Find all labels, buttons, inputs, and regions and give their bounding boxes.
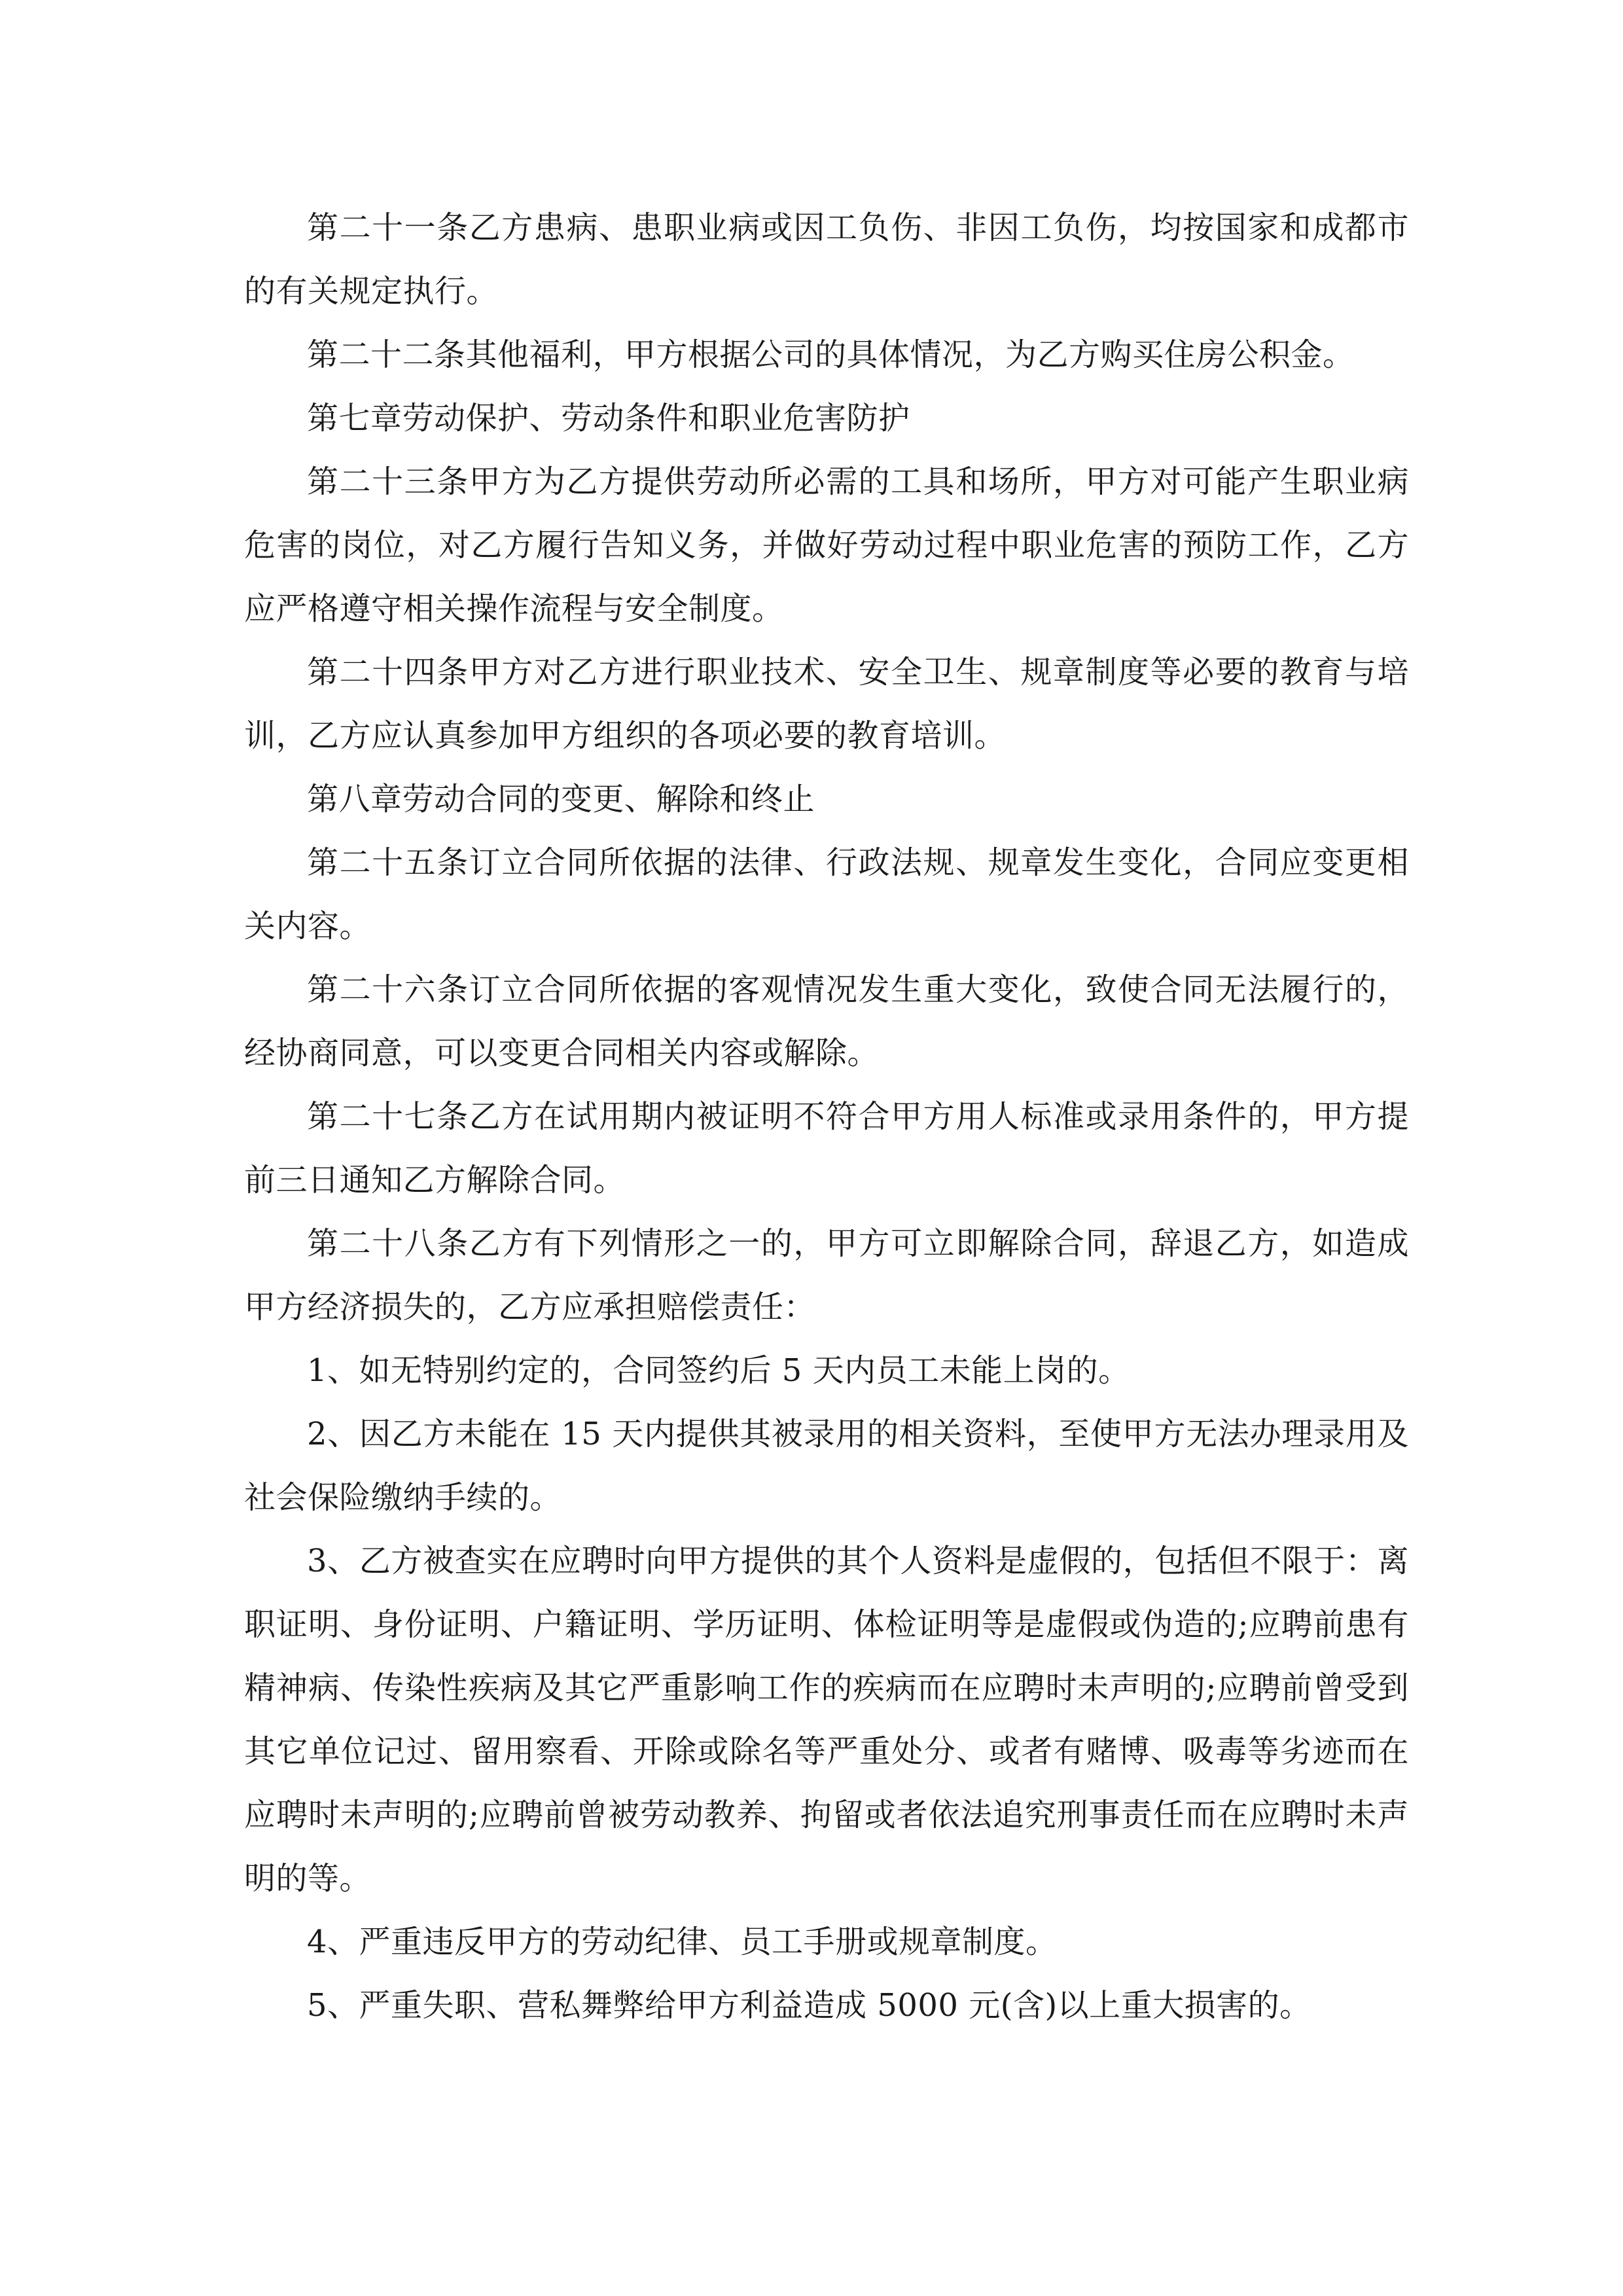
article-27: 第二十七条乙方在试用期内被证明不符合甲方用人标准或录用条件的，甲方提前三日通知乙方解除合同。 [244,1098,1409,1198]
chapter-8-heading: 第八章劳动合同的变更、解除和终止 [307,781,815,817]
article-22: 第二十二条其他福利，甲方根据公司的具体情况，为乙方购买住房公积金。 [307,336,1355,373]
article-24: 第二十四条甲方对乙方进行职业技术、安全卫生、规章制度等必要的教育与培训，乙方应认真参加甲方组织的各项必要的教育培训。 [244,654,1409,754]
article-28-item-1: 1、如无特别约定的，合同签约后 5 天内员工未能上岗的。 [307,1352,1130,1389]
article-21: 第二十一条乙方患病、患职业病或因工负伤、非因工负伤，均按国家和成都市的有关规定执行。 [244,209,1409,310]
article-23: 第二十三条甲方为乙方提供劳动所必需的工具和场所，甲方对可能产生职业病危害的岗位，对乙方履行告知义务，并做好劳动过程中职业危害的预防工作，乙方应严格遵守相关操作流程与安全制度。 [244,463,1409,627]
article-28-item-5: 5、严重失职、营私舞弊给甲方利益造成 5000 元(含)以上重大损害的。 [307,1987,1311,2024]
document-body [244,196,1409,2037]
article-26: 第二十六条订立合同所依据的客观情况发生重大变化，致使合同无法履行的，经协商同意，可以变更合同相关内容或解除。 [244,971,1409,1071]
article-28-item-4: 4、严重违反甲方的劳动纪律、员工手册或规章制度。 [307,1924,1058,1960]
article-28: 第二十八条乙方有下列情形之一的，甲方可立即解除合同，辞退乙方，如造成甲方经济损失的，乙方应承担赔偿责任： [244,1225,1409,1325]
article-25: 第二十五条订立合同所依据的法律、行政法规、规章发生变化，合同应变更相关内容。 [244,844,1409,944]
article-28-item-2: 2、因乙方未能在 15 天内提供其被录用的相关资料，至使甲方无法办理录用及社会保险缴纳手续的。 [244,1416,1409,1516]
chapter-7-heading: 第七章劳动保护、劳动条件和职业危害防护 [307,400,910,437]
article-28-item-3: 3、乙方被查实在应聘时向甲方提供的其个人资料是虚假的，包括但不限于：离职证明、身份证明、户籍证明、学历证明、体检证明等是虚假或伪造的;应聘前患有精神病、传染性疾病及其它严重影响工作的疾病而在应聘时未声明的;应聘前曾受到其它单位记过、留用察看、开除或除名等严重处分、或者有赌博、吸毒等劣迹而在应聘时未声明的;应聘前曾被劳动教养、拘留或者依法追究刑事责任而在应聘时未声明的等。 [244,1543,1409,1897]
